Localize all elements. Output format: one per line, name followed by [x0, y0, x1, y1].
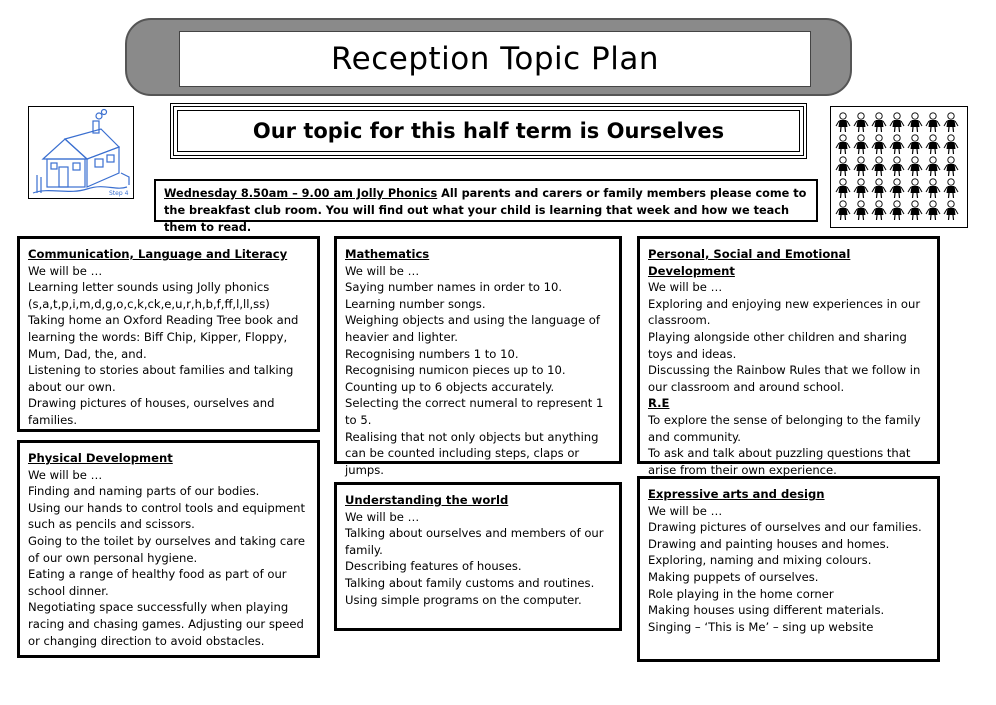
- panel-line: We will be …: [28, 263, 103, 278]
- panel-title: Personal, Social and Emotional Development: [648, 247, 851, 278]
- panel-line: We will be …: [345, 263, 420, 278]
- topic-title: Our topic for this half term is Ourselves: [252, 119, 725, 143]
- panel-line: Drawing pictures of houses, ourselves and families.: [28, 396, 275, 427]
- panel-line: To ask and talk about puzzling questions that arise from their own experience.: [648, 446, 911, 477]
- house-drawing: [28, 106, 134, 199]
- house-caption: Step 4: [109, 190, 129, 197]
- panel-line: We will be …: [648, 280, 723, 295]
- panel-line: We will be …: [648, 503, 723, 518]
- topic-banner: [170, 103, 807, 159]
- panel-line: Playing alongside other children and sharing toys and ideas.: [648, 329, 907, 361]
- panel-line: Listening to stories about families and talking about our own.: [28, 363, 294, 394]
- panel-line: Making puppets of ourselves.: [648, 569, 819, 584]
- panel-line: Negotiating space successfully when playing racing and chasing games. Adjusting our speed or changing direction to avoid obstacles.: [28, 600, 304, 648]
- header-banner: [125, 18, 852, 96]
- panel-line: Using our hands to control tools and equipment such as pencils and scissors.: [28, 500, 306, 532]
- house-icon: [29, 107, 133, 198]
- panel-line: We will be …: [28, 467, 103, 482]
- panel-line: Taking home an Oxford Reading Tree book and learning the words: Biff Chip, Kipper, Floppy, Mum, Dad, the, and.: [28, 313, 299, 361]
- notice-text: All parents and carers or family members please come to the breakfast club room. You will find out what your child is learning that week and how we teach them to read.: [164, 187, 807, 234]
- panel-line: Role playing in the home corner: [648, 586, 834, 601]
- panel-title: Physical Development: [28, 451, 173, 465]
- panel-line: Drawing and painting houses and homes.: [648, 536, 890, 551]
- panel-line: Learning number songs.: [345, 296, 486, 311]
- re-subtitle: R.E: [648, 396, 670, 411]
- panel-line: Realising that not only objects but anything can be counted including steps, claps or jumps.: [345, 429, 599, 477]
- panel-line: Using simple programs on the computer.: [345, 592, 582, 607]
- panel-title: Mathematics: [345, 247, 430, 261]
- people-icon: [831, 107, 967, 227]
- header-title-box: [179, 31, 811, 87]
- panel-physical-development: [17, 440, 320, 658]
- panel-line: Exploring and enjoying new experiences in our classroom.: [648, 296, 921, 328]
- panel-line: Singing – ‘This is Me’ – sing up website: [648, 619, 874, 634]
- panel-line: Discussing the Rainbow Rules that we follow in our classroom and around school.: [648, 363, 921, 394]
- panel-line: Going to the toilet by ourselves and taking care of our own personal hygiene.: [28, 533, 305, 565]
- panel-understanding-the-world: [334, 482, 622, 631]
- panel-title: Communication, Language and Literacy: [28, 247, 288, 261]
- panel-mathematics: [334, 236, 622, 477]
- panel-line: Drawing pictures of ourselves and our families.: [648, 520, 922, 535]
- panel-line: Recognising numicon pieces up to 10.: [345, 363, 566, 378]
- panel-line: Describing features of houses.: [345, 559, 522, 574]
- panel-expressive-arts-design: [637, 476, 940, 662]
- panel-line: Making houses using different materials.: [648, 603, 885, 618]
- panel-personal-social-emotional: [637, 236, 940, 477]
- panel-line: Exploring, naming and mixing colours.: [648, 553, 872, 568]
- panel-line: Counting up to 6 objects accurately.: [345, 379, 555, 394]
- panel-line: Talking about ourselves and members of our family.: [345, 526, 604, 557]
- people-drawing: [830, 106, 968, 228]
- panel-line: Finding and naming parts of our bodies.: [28, 484, 260, 499]
- panel-line: Talking about family customs and routines.: [345, 575, 595, 590]
- panel-title: Understanding the world: [345, 493, 509, 507]
- panel-line: We will be …: [345, 509, 420, 524]
- jolly-phonics-notice: [154, 179, 818, 234]
- panel-line: Selecting the correct numeral to represent 1 to 5.: [345, 396, 604, 427]
- panel-communication-language-literacy: [17, 236, 320, 432]
- panel-title: Expressive arts and design: [648, 487, 825, 501]
- panel-line: Eating a range of healthy food as part of our school dinner.: [28, 567, 287, 598]
- page-title: Reception Topic Plan: [330, 41, 660, 77]
- panel-line: To explore the sense of belonging to the family and community.: [648, 412, 921, 444]
- panel-line: Saying number names in order to 10.: [345, 280, 563, 295]
- panel-line: Weighing objects and using the language of heavier and lighter.: [345, 313, 600, 344]
- panel-line: Learning letter sounds using Jolly phonics (s,a,t,p,i,m,d,g,o,c,k,ck,e,u,r,h,b,f,ff,l,ll,ss): [28, 280, 270, 311]
- panel-line: Recognising numbers 1 to 10.: [345, 346, 519, 361]
- notice-lead: Wednesday 8.50am – 9.00 am Jolly Phonics: [164, 187, 438, 200]
